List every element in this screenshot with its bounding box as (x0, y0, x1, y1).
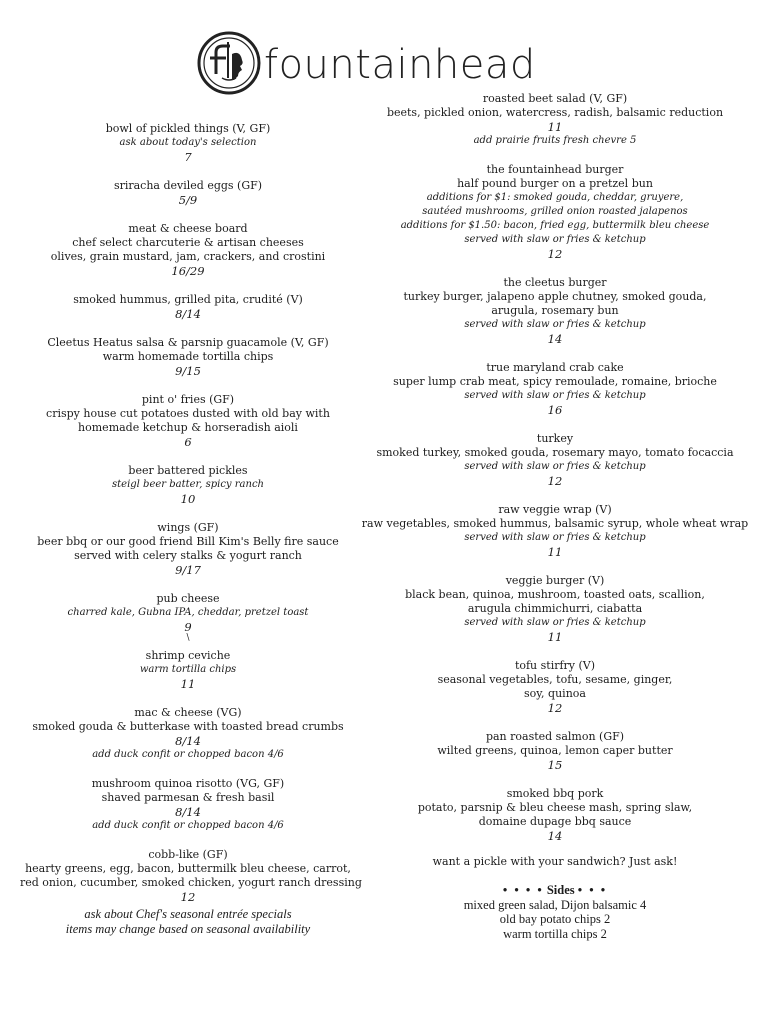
stray-mark: \ (186, 633, 190, 643)
item-price: 16/29 (171, 264, 205, 278)
item-add-on: add duck confit or chopped bacon 4/6 (92, 820, 284, 831)
menu-item-fountainhead-burger (350, 163, 760, 261)
item-name: smoked hummus, grilled pita, crudité (V) (73, 293, 303, 306)
decorative-dots: • • • (577, 883, 608, 897)
item-desc: hearty greens, egg, bacon, buttermilk bleu cheese, carrot, (25, 862, 351, 875)
item-name: pub cheese (156, 592, 220, 605)
item-desc: soy, quinoa (524, 687, 586, 700)
item-desc: homemade ketchup & horseradish aioli (78, 421, 298, 434)
item-price: 10 (180, 492, 196, 506)
item-name: bowl of pickled things (V, GF) (105, 122, 271, 135)
menu-item-raw-veggie-wrap (350, 503, 760, 559)
menu-item-veggie-burger (350, 574, 760, 644)
item-add-on: add duck confit or chopped bacon 4/6 (92, 749, 284, 760)
item-note: additions for $1.50: bacon, fried egg, buttermilk bleu cheese (400, 220, 710, 231)
item-price: 12 (547, 701, 563, 715)
menu-item-cleetus-burger (350, 276, 760, 346)
menu-item-pickled-things (20, 122, 356, 164)
menu-item-pub-cheese (20, 592, 356, 643)
item-name: true maryland crab cake (486, 361, 624, 374)
pickle-note: want a pickle with your sandwich? Just ask! (432, 855, 678, 868)
item-name: pan roasted salmon (GF) (485, 730, 625, 743)
menu-item-pint-of-fries (20, 393, 356, 449)
item-desc: half pound burger on a pretzel bun (457, 177, 653, 190)
item-name: the fountainhead burger (486, 163, 624, 176)
item-price: 16 (547, 403, 563, 417)
item-desc: olives, grain mustard, jam, crackers, and crostini (50, 250, 326, 263)
item-price: 12 (547, 474, 563, 488)
item-price: 11 (547, 545, 563, 559)
menu-item-salsa-guacamole (20, 336, 356, 378)
item-desc: domaine dupage bbq sauce (478, 815, 632, 828)
item-price: 9/17 (175, 563, 201, 577)
item-desc: super lump crab meat, spicy remoulade, romaine, brioche (393, 375, 717, 388)
item-price: 15 (547, 758, 563, 772)
item-desc: red onion, cucumber, smoked chicken, yogurt ranch dressing (20, 876, 362, 889)
item-name: smoked bbq pork (506, 787, 604, 800)
menu-item-meat-cheese-board (20, 222, 356, 278)
item-note: warm tortilla chips (139, 664, 237, 675)
specials-line: ask about Chef's seasonal entrée specials (84, 907, 292, 921)
item-price: 6 (184, 435, 192, 449)
item-name: cobb-like (GF) (148, 848, 228, 861)
item-name: sriracha deviled eggs (GF) (113, 179, 263, 192)
item-name: Cleetus Heatus salsa & parsnip guacamole (V, GF) (47, 336, 329, 349)
side-item: mixed green salad, Dijon balsamic 4 (463, 897, 647, 912)
menu-item-mac-and-cheese (20, 706, 356, 762)
item-name: mac & cheese (VG) (134, 706, 242, 719)
item-name: meat & cheese board (128, 222, 248, 235)
item-desc: wilted greens, quinoa, lemon caper butter (437, 744, 673, 757)
item-desc: raw vegetables, smoked hummus, balsamic syrup, whole wheat wrap (361, 517, 749, 530)
item-name: roasted beet salad (V, GF) (482, 92, 628, 105)
side-item: warm tortilla chips 2 (503, 926, 607, 941)
item-name: tofu stirfry (V) (514, 659, 596, 672)
availability-line: items may change based on seasonal availability (65, 922, 311, 936)
item-price: 14 (547, 829, 563, 843)
item-name: beer battered pickles (128, 464, 248, 477)
item-note: served with slaw or fries & ketchup (464, 390, 646, 401)
logo-text: fountainhead (264, 42, 536, 88)
right-menu-column (350, 92, 760, 941)
item-note: served with slaw or fries & ketchup (464, 234, 646, 245)
menu-item-cobb-like (20, 848, 362, 904)
item-note: served with slaw or fries & ketchup (464, 461, 646, 472)
item-name: turkey (536, 432, 574, 445)
item-desc: served with celery stalks & yogurt ranch (74, 549, 302, 562)
item-note: served with slaw or fries & ketchup (464, 532, 646, 543)
menu-item-crab-cake (350, 361, 760, 417)
item-name: wings (GF) (157, 521, 219, 534)
fountain-emblem-icon (196, 30, 262, 96)
item-name: veggie burger (V) (505, 574, 605, 587)
item-desc: potato, parsnip & bleu cheese mash, spring slaw, (417, 801, 693, 814)
item-note: served with slaw or fries & ketchup (464, 617, 646, 628)
item-price: 11 (547, 630, 563, 644)
item-desc: smoked gouda & butterkase with toasted bread crumbs (32, 720, 344, 733)
menu-item-beet-salad (350, 92, 760, 148)
item-desc: beer bbq or our good friend Bill Kim's Belly fire sauce (37, 535, 339, 548)
item-price: 9/15 (175, 364, 201, 378)
item-price: 8/14 (175, 734, 201, 748)
item-price: 8/14 (175, 307, 201, 321)
decorative-dots: • • • • (502, 883, 544, 897)
item-name: shrimp ceviche (145, 649, 231, 662)
item-desc: shaved parmesan & fresh basil (101, 791, 275, 804)
item-price: 5/9 (178, 193, 198, 207)
menu-item-roasted-salmon (350, 730, 760, 772)
menu-item-beer-battered-pickles (20, 464, 356, 506)
item-note: served with slaw or fries & ketchup (464, 319, 646, 330)
item-note: steigl beer batter, spicy ranch (112, 479, 264, 490)
item-name: pint o' fries (GF) (141, 393, 235, 406)
item-price: 12 (180, 890, 196, 904)
menu-item-mushroom-risotto (20, 777, 356, 833)
item-desc: crispy house cut potatoes dusted with old bay with (46, 407, 330, 420)
item-name: mushroom quinoa risotto (VG, GF) (91, 777, 285, 790)
side-item: old bay potato chips 2 (499, 912, 611, 926)
item-desc: smoked turkey, smoked gouda, rosemary mayo, tomato focaccia (376, 446, 734, 459)
menu-item-wings (20, 521, 356, 577)
sides-title: Sides (546, 883, 575, 897)
logo (196, 28, 536, 98)
item-note: sautéed mushrooms, grilled onion roasted jalapenos (422, 206, 688, 217)
item-desc: chef select charcuterie & artisan cheeses (72, 236, 304, 249)
menu-item-shrimp-ceviche (20, 649, 356, 691)
item-price: 9 (184, 620, 192, 634)
menu-item-bbq-pork (350, 787, 760, 843)
item-add-on: add prairie fruits fresh chevre 5 (473, 135, 637, 146)
item-desc: arugula chimmichurri, ciabatta (467, 602, 643, 615)
item-price: 11 (547, 120, 563, 134)
item-note: charred kale, Gubna IPA, cheddar, pretzel toast (67, 607, 309, 618)
item-desc: beets, pickled onion, watercress, radish, balsamic reduction (386, 106, 724, 119)
item-name: the cleetus burger (503, 276, 607, 289)
menu-item-deviled-eggs (20, 179, 356, 207)
specials-note (20, 907, 356, 937)
menu-item-smoked-hummus (20, 293, 356, 321)
item-note: ask about today's selection (119, 137, 257, 148)
left-menu-column (20, 122, 362, 937)
menu-item-tofu-stirfry (350, 659, 760, 715)
item-note: additions for $1: smoked gouda, cheddar, gruyere, (426, 192, 684, 203)
item-desc: seasonal vegetables, tofu, sesame, ginger, (437, 673, 673, 686)
item-desc: warm homemade tortilla chips (102, 350, 274, 363)
sides-section (350, 883, 760, 941)
item-desc: arugula, rosemary bun (491, 304, 619, 317)
item-price: 11 (180, 677, 196, 691)
sides-heading (350, 883, 760, 898)
menu-item-turkey (350, 432, 760, 488)
item-price: 7 (184, 150, 192, 164)
item-price: 8/14 (175, 805, 201, 819)
item-price: 14 (547, 332, 563, 346)
item-desc: turkey burger, jalapeno apple chutney, smoked gouda, (403, 290, 707, 303)
item-desc: black bean, quinoa, mushroom, toasted oats, scallion, (405, 588, 705, 601)
item-price: 12 (547, 247, 563, 261)
item-name: raw veggie wrap (V) (498, 503, 612, 516)
